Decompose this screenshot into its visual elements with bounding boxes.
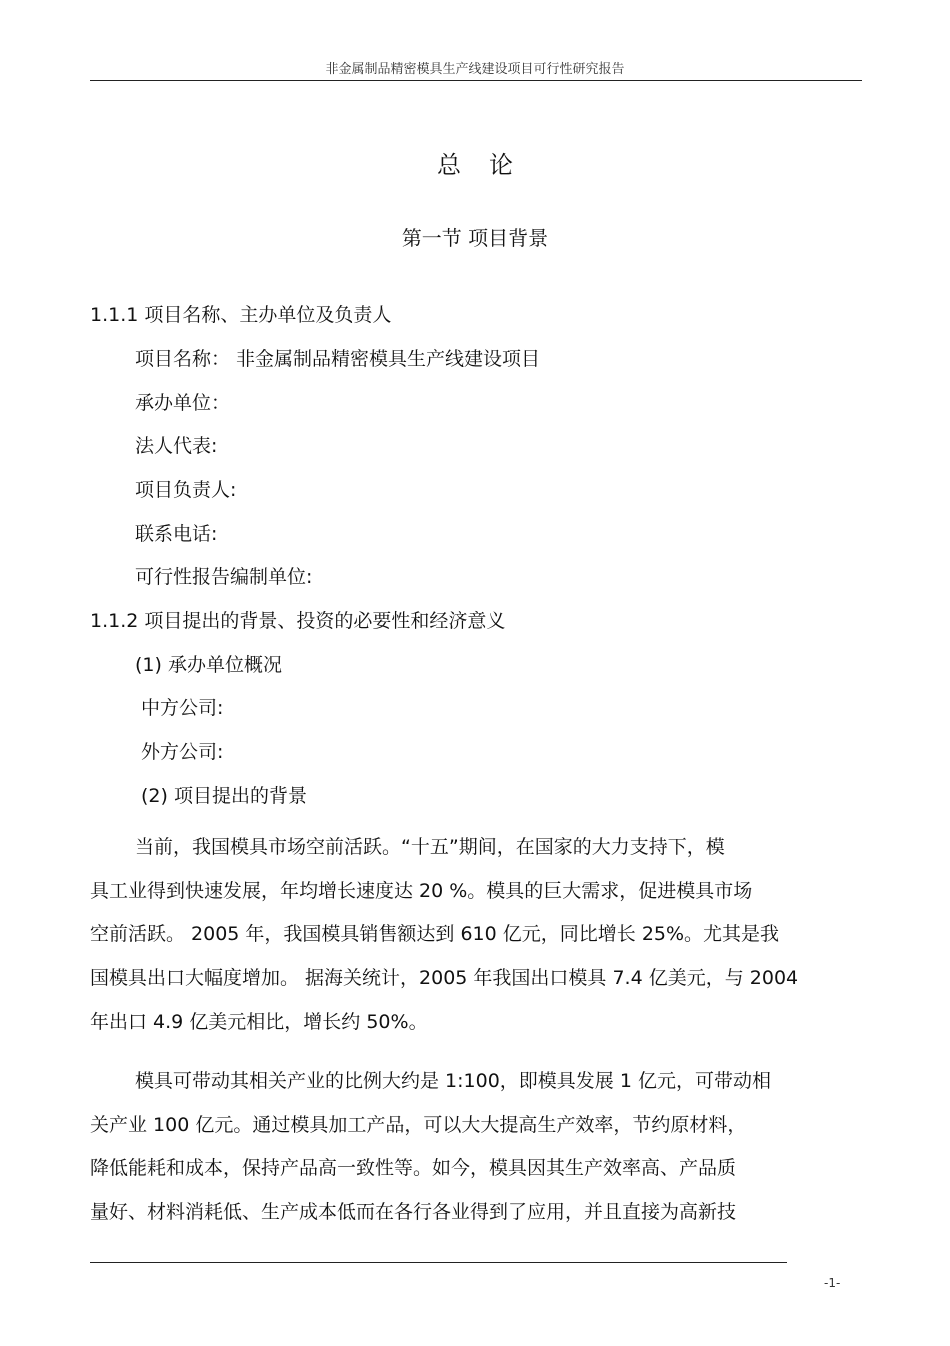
subheading-1: (1) 承办单位概况 [135,654,282,676]
footer-rule [90,1262,787,1263]
chapter-title: 总论 [437,151,541,179]
paragraph-1-line: 年出口 4.9 亿美元相比，增长约 50%。 [90,1011,428,1033]
paragraph-2-line: 模具可带动其相关产业的比例大约是 1:100，即模具发展 1 亿元，可带动相 [135,1070,771,1092]
field-cn-company: 中方公司: [141,697,224,719]
paragraph-1-line: 空前活跃。 2005 年，我国模具销售额达到 610 亿元，同比增长 25%。尤其是我 [90,923,780,945]
field-legal-rep: 法人代表: [135,435,218,457]
field-host-unit: 承办单位： [135,392,231,414]
subheading-2: (2) 项目提出的背景 [141,785,307,807]
header-rule [90,80,862,81]
field-project-lead: 项目负责人: [135,479,237,501]
paragraph-1-line: 国模具出口大幅度增加。 据海关统计，2005 年我国出口模具 7.4 亿美元，与 2004 [90,967,799,989]
paragraph-2-line: 关产业 100 亿元。通过模具加工产品，可以大大提高生产效率，节约原材料， [90,1114,747,1136]
paragraph-1-line: 当前，我国模具市场空前活跃。“十五”期间，在国家的大力支持下，模 [135,836,725,858]
paragraph-2-line: 降低能耗和成本，保持产品高一致性等。如今，模具因其生产效率高、产品质 [90,1157,737,1179]
heading-1-1-1: 1.1.1 项目名称、主办单位及负责人 [90,304,392,326]
running-header: 非金属制品精密模具生产线建设项目可行性研究报告 [325,62,625,77]
paragraph-2-line: 量好、材料消耗低、生产成本低而在各行各业得到了应用，并且直接为高新技 [90,1201,737,1223]
section-title: 第一节 项目背景 [401,226,549,250]
heading-1-1-2: 1.1.2 项目提出的背景、投资的必要性和经济意义 [90,610,506,632]
page-number: -1- [824,1276,841,1290]
field-foreign-company: 外方公司: [141,741,224,763]
field-phone: 联系电话: [135,523,218,545]
field-report-org: 可行性报告编制单位: [135,566,313,588]
paragraph-1-line: 具工业得到快速发展，年均增长速度达 20 %。模具的巨大需求，促进模具市场 [90,880,753,902]
field-project-name: 项目名称： 非金属制品精密模具生产线建设项目 [135,348,541,370]
